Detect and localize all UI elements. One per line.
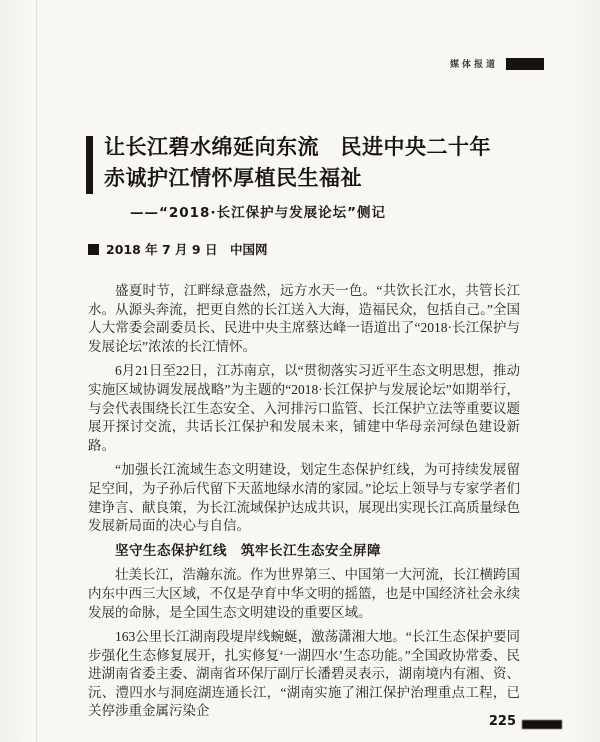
title-line-1: 让长江碧水绵延向东流 民进中央二十年: [104, 135, 491, 159]
byline: [88, 240, 267, 258]
paragraph: 壮美长江，浩瀚东流。作为世界第三、中国第一大河流，长江横跨国内东中西三大区域，不仅是孕育中华文明的摇篮，也是中国经济社会永续发展的命脉，是全国生态文明建设的重要区域。: [88, 567, 520, 620]
title-line-2: 赤诚护江情怀厚植民生福祉: [104, 166, 362, 190]
paragraph: “加强长江流域生态文明建设，划定生态保护红线，为可持续发展留足空间，为子孙后代留下天蓝地绿水清的家园。”论坛上领导与专家学者们建诤言、献良策，为长江流域保护达成共识，展现出实现长江高质量绿色发展新局面的决心与自信。: [88, 462, 520, 534]
header-tab-mark: [506, 58, 544, 70]
page-title: [104, 132, 491, 194]
paragraph: 163公里长江湖南段堤岸线蜿蜒，激荡潇湘大地。“长江生态保护要同步强化生态修复展开，扎实修复‘一湖四水’生态功能。”全国政协常委、民进湖南省委主委、湖南省环保厅副厅长潘碧灵表示，湖南境内有湘、资、沅、澧四水与洞庭湖连通长江，“湖南实施了湘江保护治理重点工程，已关停涉重金属污染企: [88, 629, 520, 719]
paragraph: 盛夏时节，江畔绿意盎然，远方水天一色。“共饮长江水，共管长江水。从源头奔流，把更自然的长江送入大海，造福民众，包括自己。”全国人大常委会副委员长、民进中央主席蔡达峰一语道出了“2018·长江保护与发展论坛”浓浓的长江情怀。: [88, 283, 520, 354]
section-heading: 坚守生态保护红线 筑牢长江生态安全屏障: [115, 542, 381, 559]
scan-smudge: [522, 720, 562, 729]
subtitle: ——“2018·长江保护与发展论坛”侧记: [130, 205, 386, 221]
title-block: [86, 132, 491, 194]
byline-square-icon: [88, 244, 99, 255]
scan-edge-line: [36, 0, 37, 742]
paragraph: 6月21日至22日，江苏南京，以“贯彻落实习近平生态文明思想，推动实施区域协调发展战略”为主题的“2018·长江保护与发展论坛”如期举行，与会代表围绕长江生态安全、入河排污口监管、长江保护立法等重要议题展开探讨交流，共话长江保护和发展未来，铺建中华母亲河绿色建设新路。: [88, 363, 520, 453]
page-number: 225: [488, 714, 516, 729]
title-accent-bar: [86, 136, 93, 194]
section-header-label: 媒体报道: [449, 60, 498, 70]
article-body: [88, 282, 520, 727]
page-header: [450, 57, 544, 70]
byline-text: 2018 年 7 月 9 日 中国网: [106, 242, 268, 257]
